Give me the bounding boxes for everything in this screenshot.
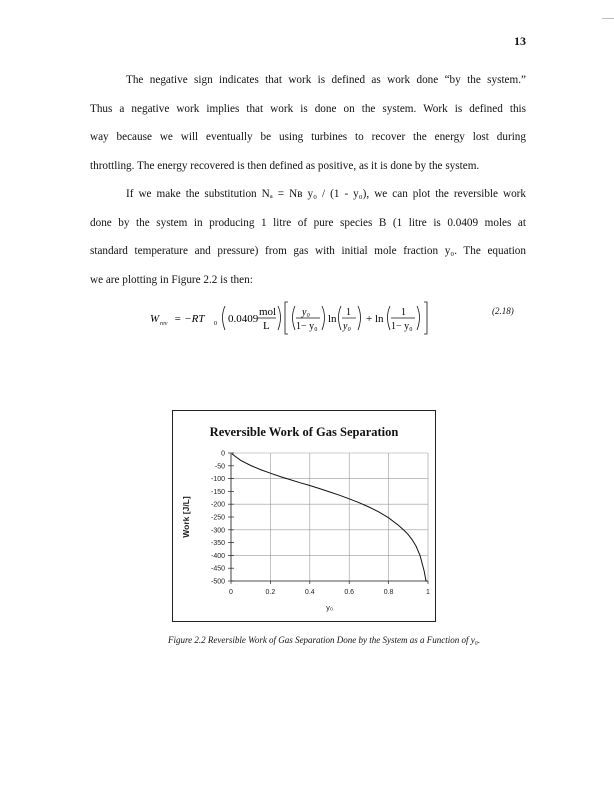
y-tick-label: 0 bbox=[221, 450, 225, 458]
x-tick-label: 0.2 bbox=[265, 589, 276, 596]
paragraph-line: way because we will eventually be using turbines to recover the energy lost during bbox=[90, 131, 526, 143]
y-tick-label: -300 bbox=[210, 527, 225, 535]
page-corner-mark bbox=[602, 18, 614, 19]
eq-frac1-den: 1− y₀ bbox=[296, 321, 318, 332]
eq-frac1-num: y₀ bbox=[302, 307, 310, 318]
x-axis-label: y₀ bbox=[326, 603, 333, 612]
eq-unit-num: mol bbox=[259, 306, 277, 318]
eq-bracket bbox=[424, 302, 427, 334]
eq-neg-rt: = −RT bbox=[174, 313, 205, 325]
paragraph-line: If we make the substitution Nₐ = Nʙ y₀ / (1 - y₀), we can plot the reversible work bbox=[126, 188, 526, 200]
eq-lhs: W bbox=[150, 313, 160, 325]
eq-frac3-num: 1 bbox=[401, 307, 406, 318]
eq-paren bbox=[339, 306, 342, 330]
y-tick-label: -350 bbox=[210, 540, 225, 548]
eq-frac2-num: 1 bbox=[346, 307, 351, 318]
y-tick-label: -150 bbox=[210, 488, 225, 496]
eq-unit-den: L bbox=[263, 320, 270, 332]
equation-2-18 bbox=[150, 292, 450, 342]
x-tick-label: 0.4 bbox=[304, 589, 315, 596]
paragraph-line: done by the system in producing 1 litre of pure species B (1 litre is 0.0409 moles at bbox=[90, 216, 526, 229]
eq-frac2-den: y₀ bbox=[343, 321, 351, 332]
paragraph-2 bbox=[90, 180, 526, 294]
eq-paren bbox=[358, 306, 361, 330]
y-tick-label: -50 bbox=[214, 463, 225, 471]
eq-frac3-den: 1− y₀ bbox=[391, 321, 413, 332]
figure-caption: Figure 2.2 Reversible Work of Gas Separation Done by the System as a Function of y₀. bbox=[168, 635, 481, 645]
eq-ln: ln bbox=[328, 313, 337, 325]
paragraph-line: The negative sign indicates that work is defined as work done “by the system.” bbox=[126, 74, 526, 86]
y-axis-label: Work [J/L] bbox=[181, 496, 191, 538]
eq-bracket bbox=[285, 302, 288, 334]
page-number: 13 bbox=[514, 34, 526, 48]
x-tick-label: 0.8 bbox=[383, 589, 394, 596]
eq-paren bbox=[278, 306, 281, 330]
x-tick-label: 1 bbox=[426, 589, 430, 596]
y-tick-label: -400 bbox=[210, 552, 225, 560]
x-tick-label: 0 bbox=[229, 589, 233, 596]
eq-plus-ln: + ln bbox=[366, 313, 384, 325]
eq-paren bbox=[417, 306, 420, 330]
y-tick-label: -250 bbox=[210, 514, 225, 522]
chart-title: Reversible Work of Gas Separation bbox=[209, 425, 399, 439]
y-tick-label: -100 bbox=[210, 476, 225, 484]
chart-plot bbox=[173, 411, 435, 621]
y-tick-label: -450 bbox=[210, 565, 225, 573]
x-tick-label: 0.6 bbox=[344, 589, 355, 596]
chart-figure-2-2 bbox=[172, 410, 436, 622]
paragraph-1 bbox=[90, 66, 526, 180]
eq-paren bbox=[223, 306, 226, 330]
series-line bbox=[232, 454, 427, 581]
y-tick-label: -500 bbox=[210, 578, 225, 586]
eq-paren bbox=[322, 306, 325, 330]
paragraph-line: Thus a negative work implies that work is done on the system. Work is defined this bbox=[90, 102, 526, 115]
eq-paren bbox=[293, 306, 296, 330]
equation-number: (2.18) bbox=[492, 306, 514, 316]
eq-const: 0.0409 bbox=[228, 313, 259, 325]
paragraph-line: standard temperature and pressure) from gas with initial mole fraction y₀. The equation bbox=[90, 245, 526, 257]
eq-rt-sub: 0 bbox=[214, 321, 217, 327]
y-tick-label: -200 bbox=[210, 501, 225, 509]
paragraph-line: throttling. The energy recovered is then defined as positive, as it is done by the system. bbox=[90, 159, 480, 172]
eq-paren bbox=[388, 306, 391, 330]
eq-lhs-sub: rev bbox=[160, 321, 168, 327]
paragraph-line: we are plotting in Figure 2.2 is then: bbox=[90, 273, 253, 286]
